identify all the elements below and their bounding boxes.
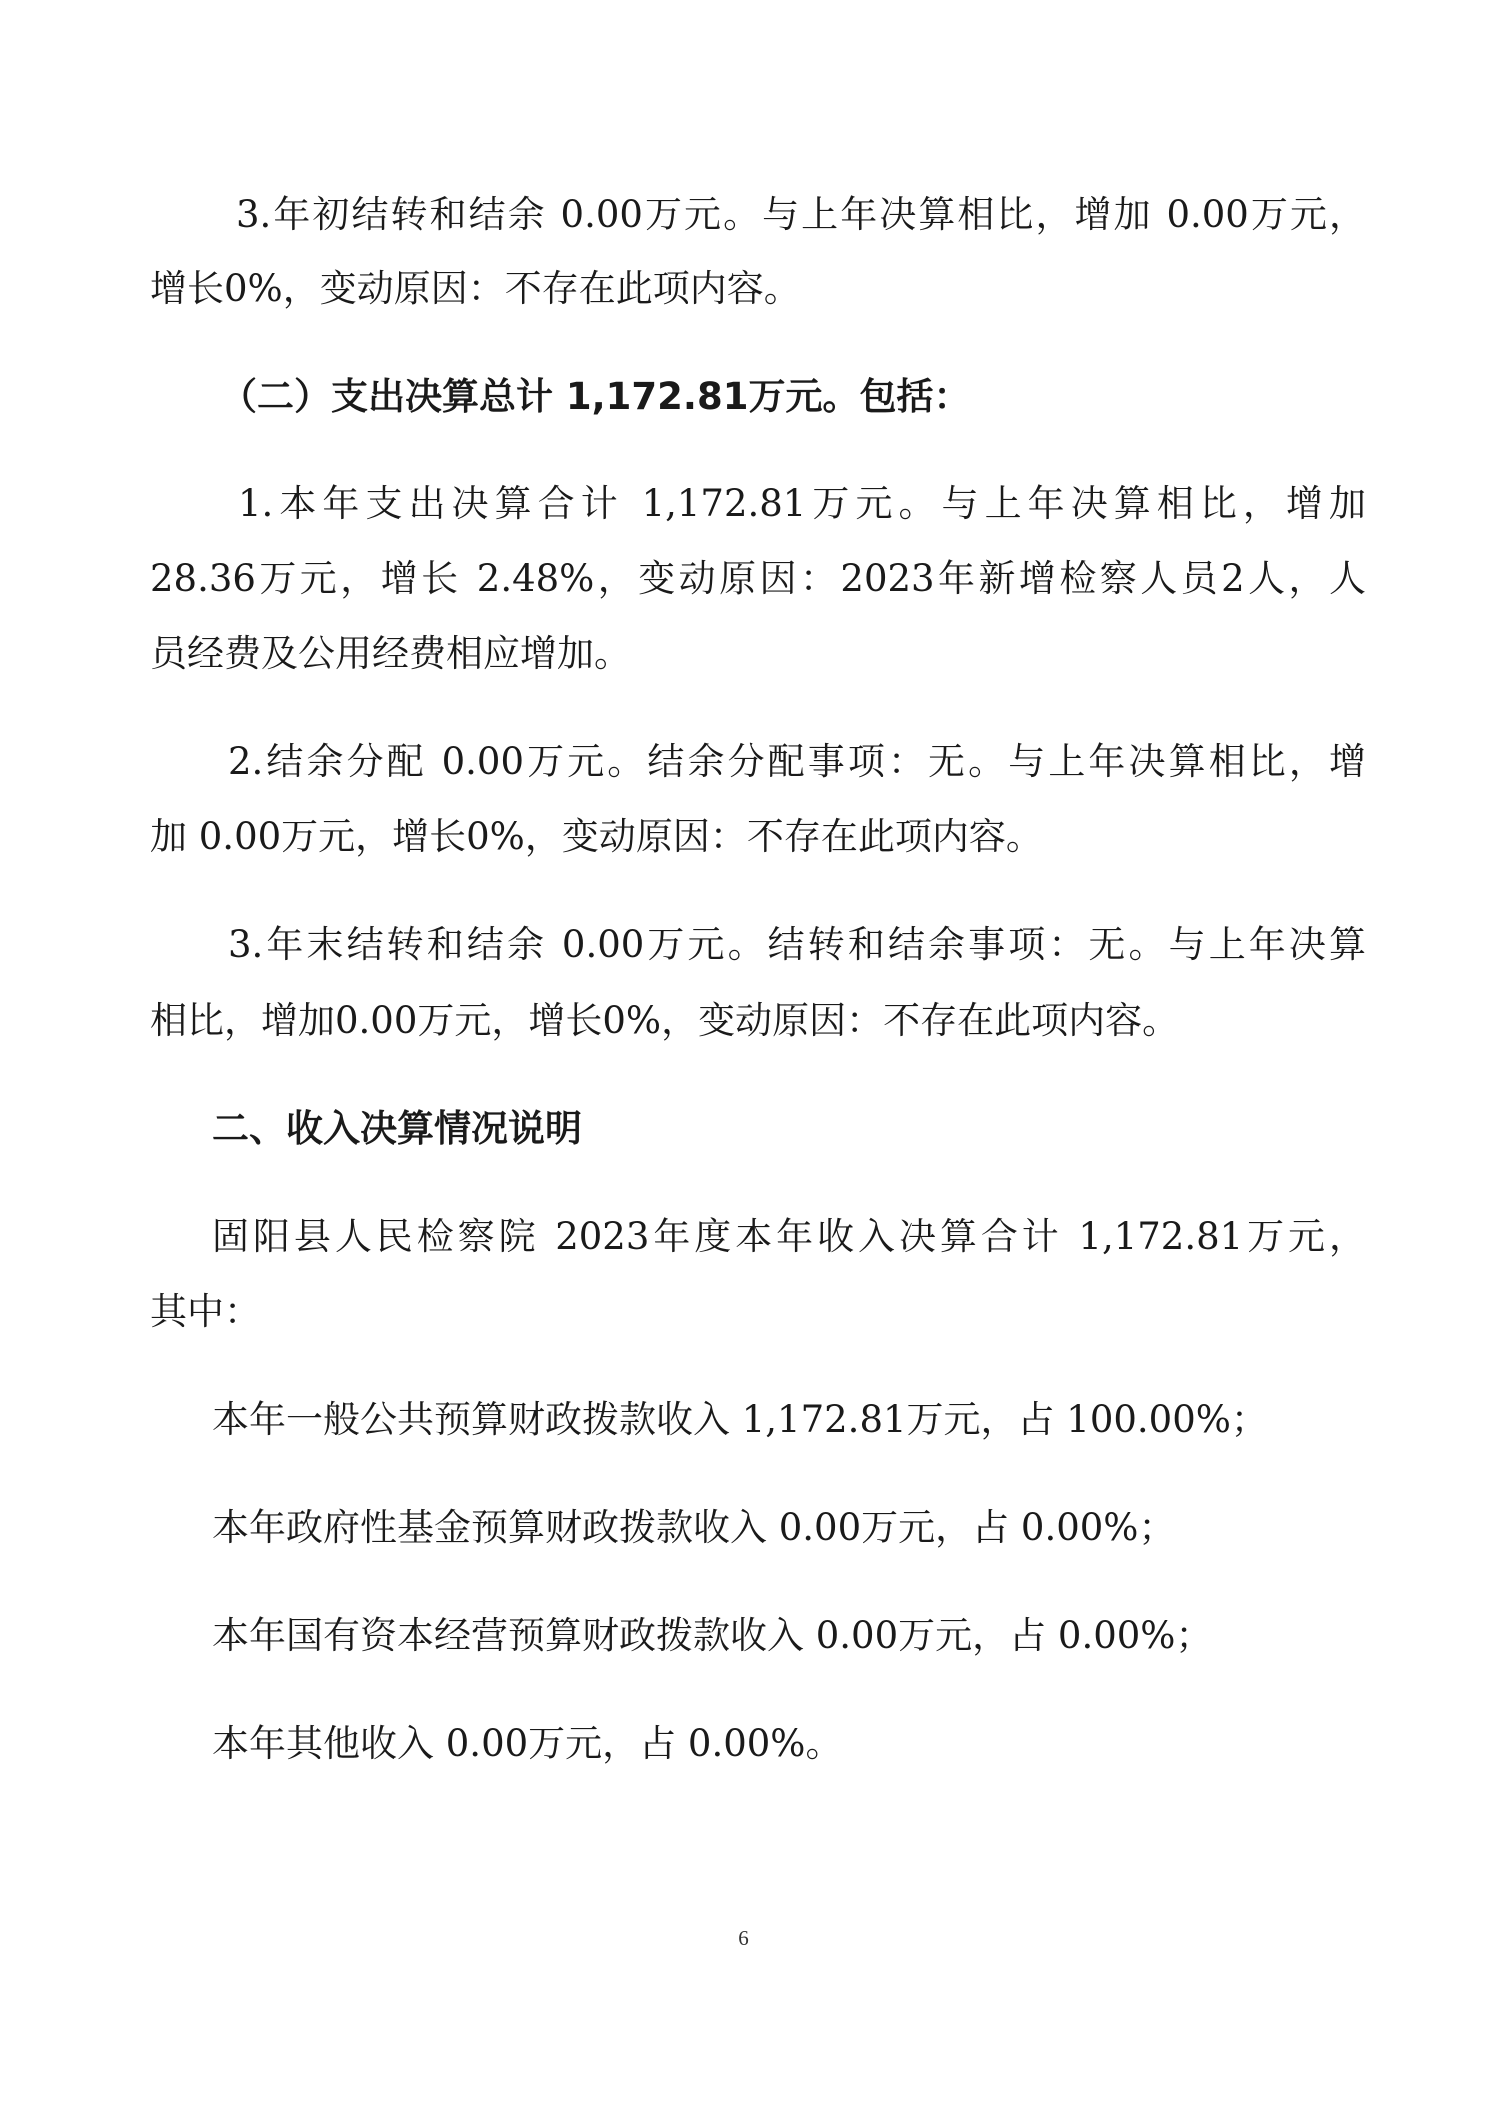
paragraph-line: 加 0.00万元，增长0%，变动原因：不存在此项内容。 <box>150 815 1043 858</box>
section-heading: （二）支出决算总计 1,172.81万元。包括： <box>220 375 971 418</box>
paragraph-line: 增长0%，变动原因：不存在此项内容。 <box>150 267 801 310</box>
paragraph-line: 3.年末结转和结余 0.00万元。结转和结余事项：无。与上年决算 <box>228 923 1366 966</box>
paragraph-line: 员经费及公用经费相应增加。 <box>150 632 631 675</box>
paragraph-line: 2.结余分配 0.00万元。结余分配事项：无。与上年决算相比，增 <box>228 740 1366 783</box>
paragraph-line: 1.本年支出决算合计 1,172.81万元。与上年决算相比，增加 <box>238 482 1366 525</box>
paragraph-line: 其中： <box>150 1290 261 1333</box>
income-item: 本年其他收入 0.00万元，占 0.00%。 <box>212 1722 843 1765</box>
income-item: 本年政府性基金预算财政拨款收入 0.00万元，占 0.00%； <box>212 1506 1176 1549</box>
income-item: 本年一般公共预算财政拨款收入 1,172.81万元，占 100.00%； <box>212 1398 1268 1441</box>
paragraph-line: 固阳县人民检察院 2023年度本年收入决算合计 1,172.81万元， <box>212 1215 1366 1258</box>
income-item: 本年国有资本经营预算财政拨款收入 0.00万元，占 0.00%； <box>212 1614 1213 1657</box>
paragraph-line: 相比，增加0.00万元，增长0%，变动原因：不存在此项内容。 <box>150 999 1180 1042</box>
page-number: 6 <box>738 1926 749 1950</box>
paragraph-line: 28.36万元，增长 2.48%，变动原因：2023年新增检察人员2人，人 <box>150 557 1366 600</box>
section-heading: 二、收入决算情况说明 <box>212 1107 582 1150</box>
paragraph-line: 3.年初结转和结余 0.00万元。与上年决算相比，增加 0.00万元， <box>236 193 1366 236</box>
